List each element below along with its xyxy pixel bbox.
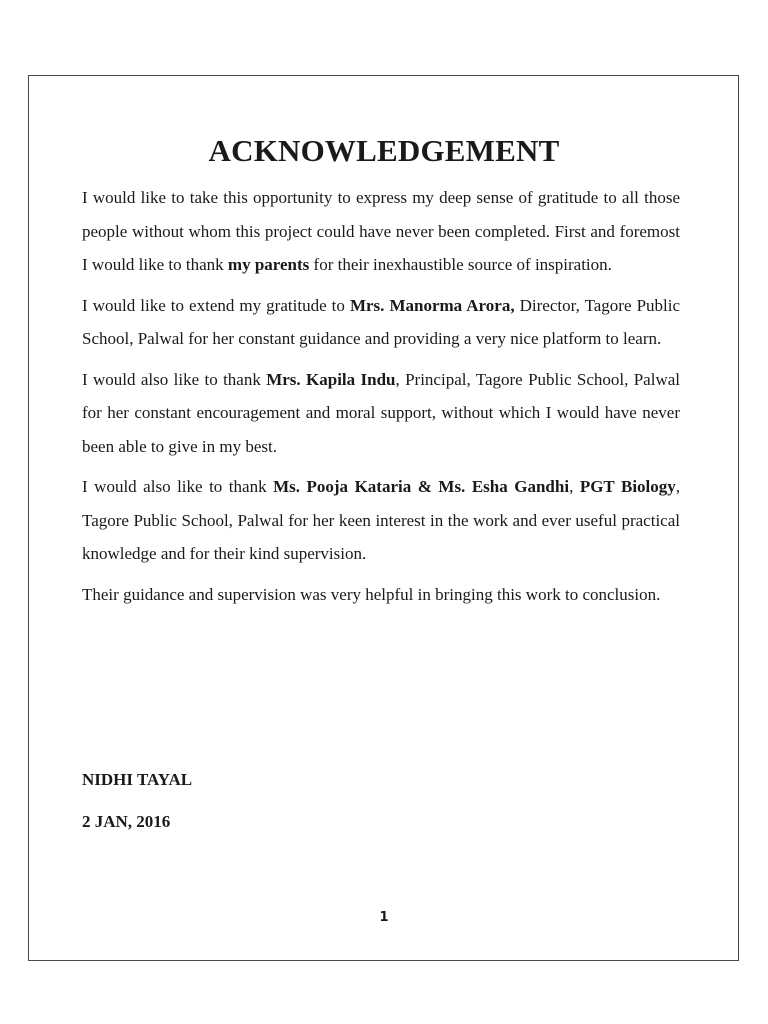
paragraph-teachers: [82, 470, 680, 571]
paragraph-text: , Principal, Tagore Public School, Palwal for her constant encouragement and moral support, without which I would have never been able to give in my best.: [82, 369, 680, 456]
paragraph-conclusion: [82, 578, 680, 612]
acknowledgement-body: [82, 181, 680, 618]
bold-name: Mrs. Kapila Indu: [266, 369, 396, 389]
paragraph-parents: [82, 181, 680, 282]
bold-name: my parents: [227, 255, 310, 274]
paragraph-text: I would also like to thank: [82, 477, 274, 496]
bold-name: Ms. Pooja Kataria & Ms. Esha Gandhi: [273, 477, 570, 496]
signature-block: [82, 759, 192, 843]
author-name: NIDHI TAYAL: [82, 770, 193, 789]
bold-subject: PGT Biology: [579, 477, 676, 496]
paragraph-text: Director, Tagore Public School, Palwal for her constant guidance and providing a very nice platform to learn.: [82, 295, 681, 348]
paragraph-text: for their inexhaustible source of inspiration.: [309, 255, 612, 274]
bold-name: Mrs. Manorma Arora,: [349, 295, 515, 315]
paragraph-principal: [82, 363, 680, 464]
paragraph-text: Their guidance and supervision was very helpful in bringing this work to conclusion.: [82, 584, 661, 604]
signature-date: 2 JAN, 2016: [82, 812, 171, 831]
document-title: ACKNOWLEDGEMENT: [208, 133, 560, 168]
paragraph-text: I would like to take this opportunity to express my deep sense of gratitude to all those people without whom this project could have never been completed. First and foremost I would like to thank: [82, 188, 680, 274]
page-number: 1: [379, 910, 389, 925]
paragraph-text: I would like to extend my gratitude to: [82, 295, 350, 315]
paragraph-text: I would also like to thank: [82, 369, 267, 389]
paragraph-text: , Tagore Public School, Palwal for her keen interest in the work and ever useful practical knowledge and for their kind supervision.: [82, 477, 681, 563]
paragraph-text: ,: [569, 477, 580, 496]
paragraph-director: [82, 289, 680, 356]
